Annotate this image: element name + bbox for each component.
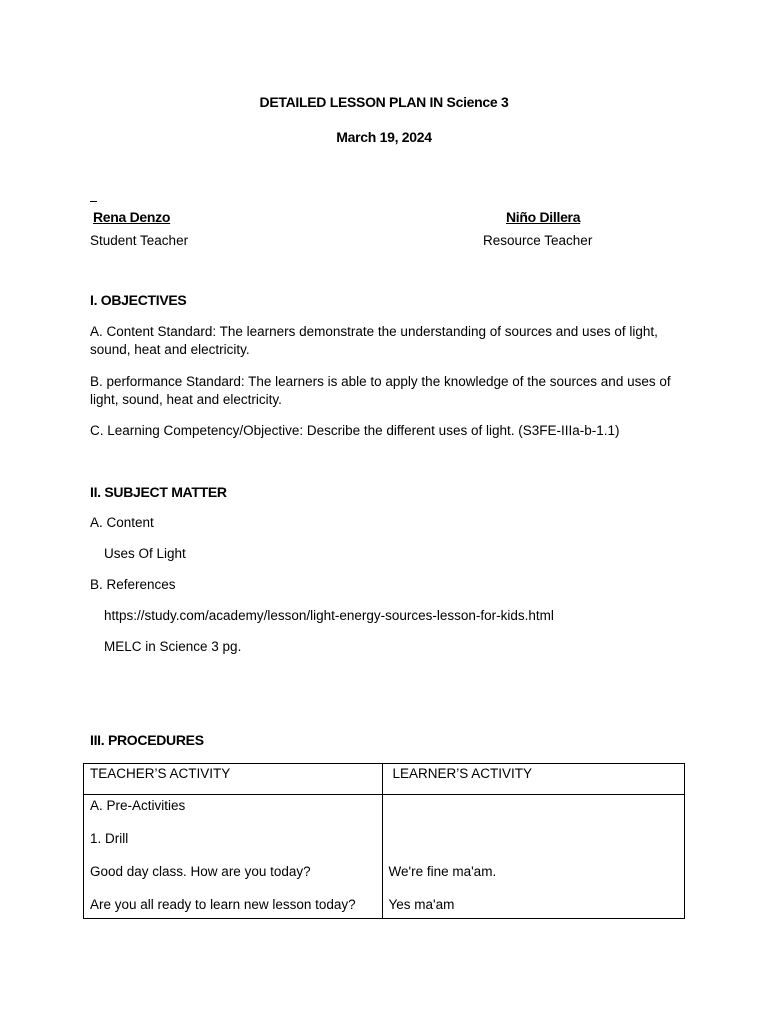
reference-melc: MELC in Science 3 pg. — [104, 639, 242, 654]
learner-line — [389, 828, 679, 861]
underline-mark — [90, 201, 97, 202]
references-label: B. References — [90, 577, 176, 592]
learner-line — [389, 795, 679, 828]
table-row — [84, 795, 685, 919]
objectives-heading: I. OBJECTIVES — [90, 292, 187, 308]
teacher-line: Good day class. How are you today? — [90, 864, 311, 879]
learner-activity-header — [382, 764, 685, 795]
performance-standard: B. performance Standard: The learners is able to apply the knowledge of the sources and uses of light, sound, heat and electricity. — [90, 374, 671, 407]
document-title: DETAILED LESSON PLAN IN Science 3 — [259, 94, 509, 110]
resource-teacher-name: Niño Dillera — [506, 209, 581, 225]
resource-teacher-signature — [498, 209, 604, 225]
student-teacher-role: Student Teacher — [90, 233, 189, 248]
learner-activity-cell — [382, 795, 685, 919]
content-standard: A. Content Standard: The learners demonstrate the understanding of sources and uses of light, sound, heat and electricity. — [90, 324, 658, 357]
reference-link[interactable]: https://study.com/academy/lesson/light-energy-sources-lesson-for-kids.html — [104, 608, 554, 623]
learner-line: We're fine ma'am. — [388, 864, 497, 879]
student-teacher-name: Rena Denzo — [93, 209, 171, 225]
teacher-line: Are you all ready to learn new lesson today? — [90, 897, 356, 912]
teacher-activity-header-label: TEACHER’S ACTIVITY — [90, 766, 231, 781]
table-header-row — [84, 764, 685, 795]
learner-line: Yes ma'am — [388, 897, 455, 912]
teacher-line: 1. Drill — [90, 831, 129, 846]
teacher-line: A. Pre-Activities — [90, 798, 186, 813]
procedures-heading: III. PROCEDURES — [90, 732, 204, 748]
subject-matter-heading: II. SUBJECT MATTER — [90, 484, 227, 500]
teacher-activity-header — [84, 764, 383, 795]
student-teacher-signature — [90, 209, 173, 225]
procedures-table — [83, 763, 685, 919]
resource-teacher-role: Resource Teacher — [483, 233, 593, 248]
learning-competency: C. Learning Competency/Objective: Describe the different uses of light. (S3FE-IIIa-b-1.1) — [90, 423, 620, 438]
content-label: A. Content — [90, 515, 154, 530]
teacher-activity-cell — [84, 795, 383, 919]
content-value: Uses Of Light — [104, 546, 186, 561]
document-date: March 19, 2024 — [336, 129, 432, 145]
learner-activity-header-label: LEARNER’S ACTIVITY — [392, 766, 533, 781]
